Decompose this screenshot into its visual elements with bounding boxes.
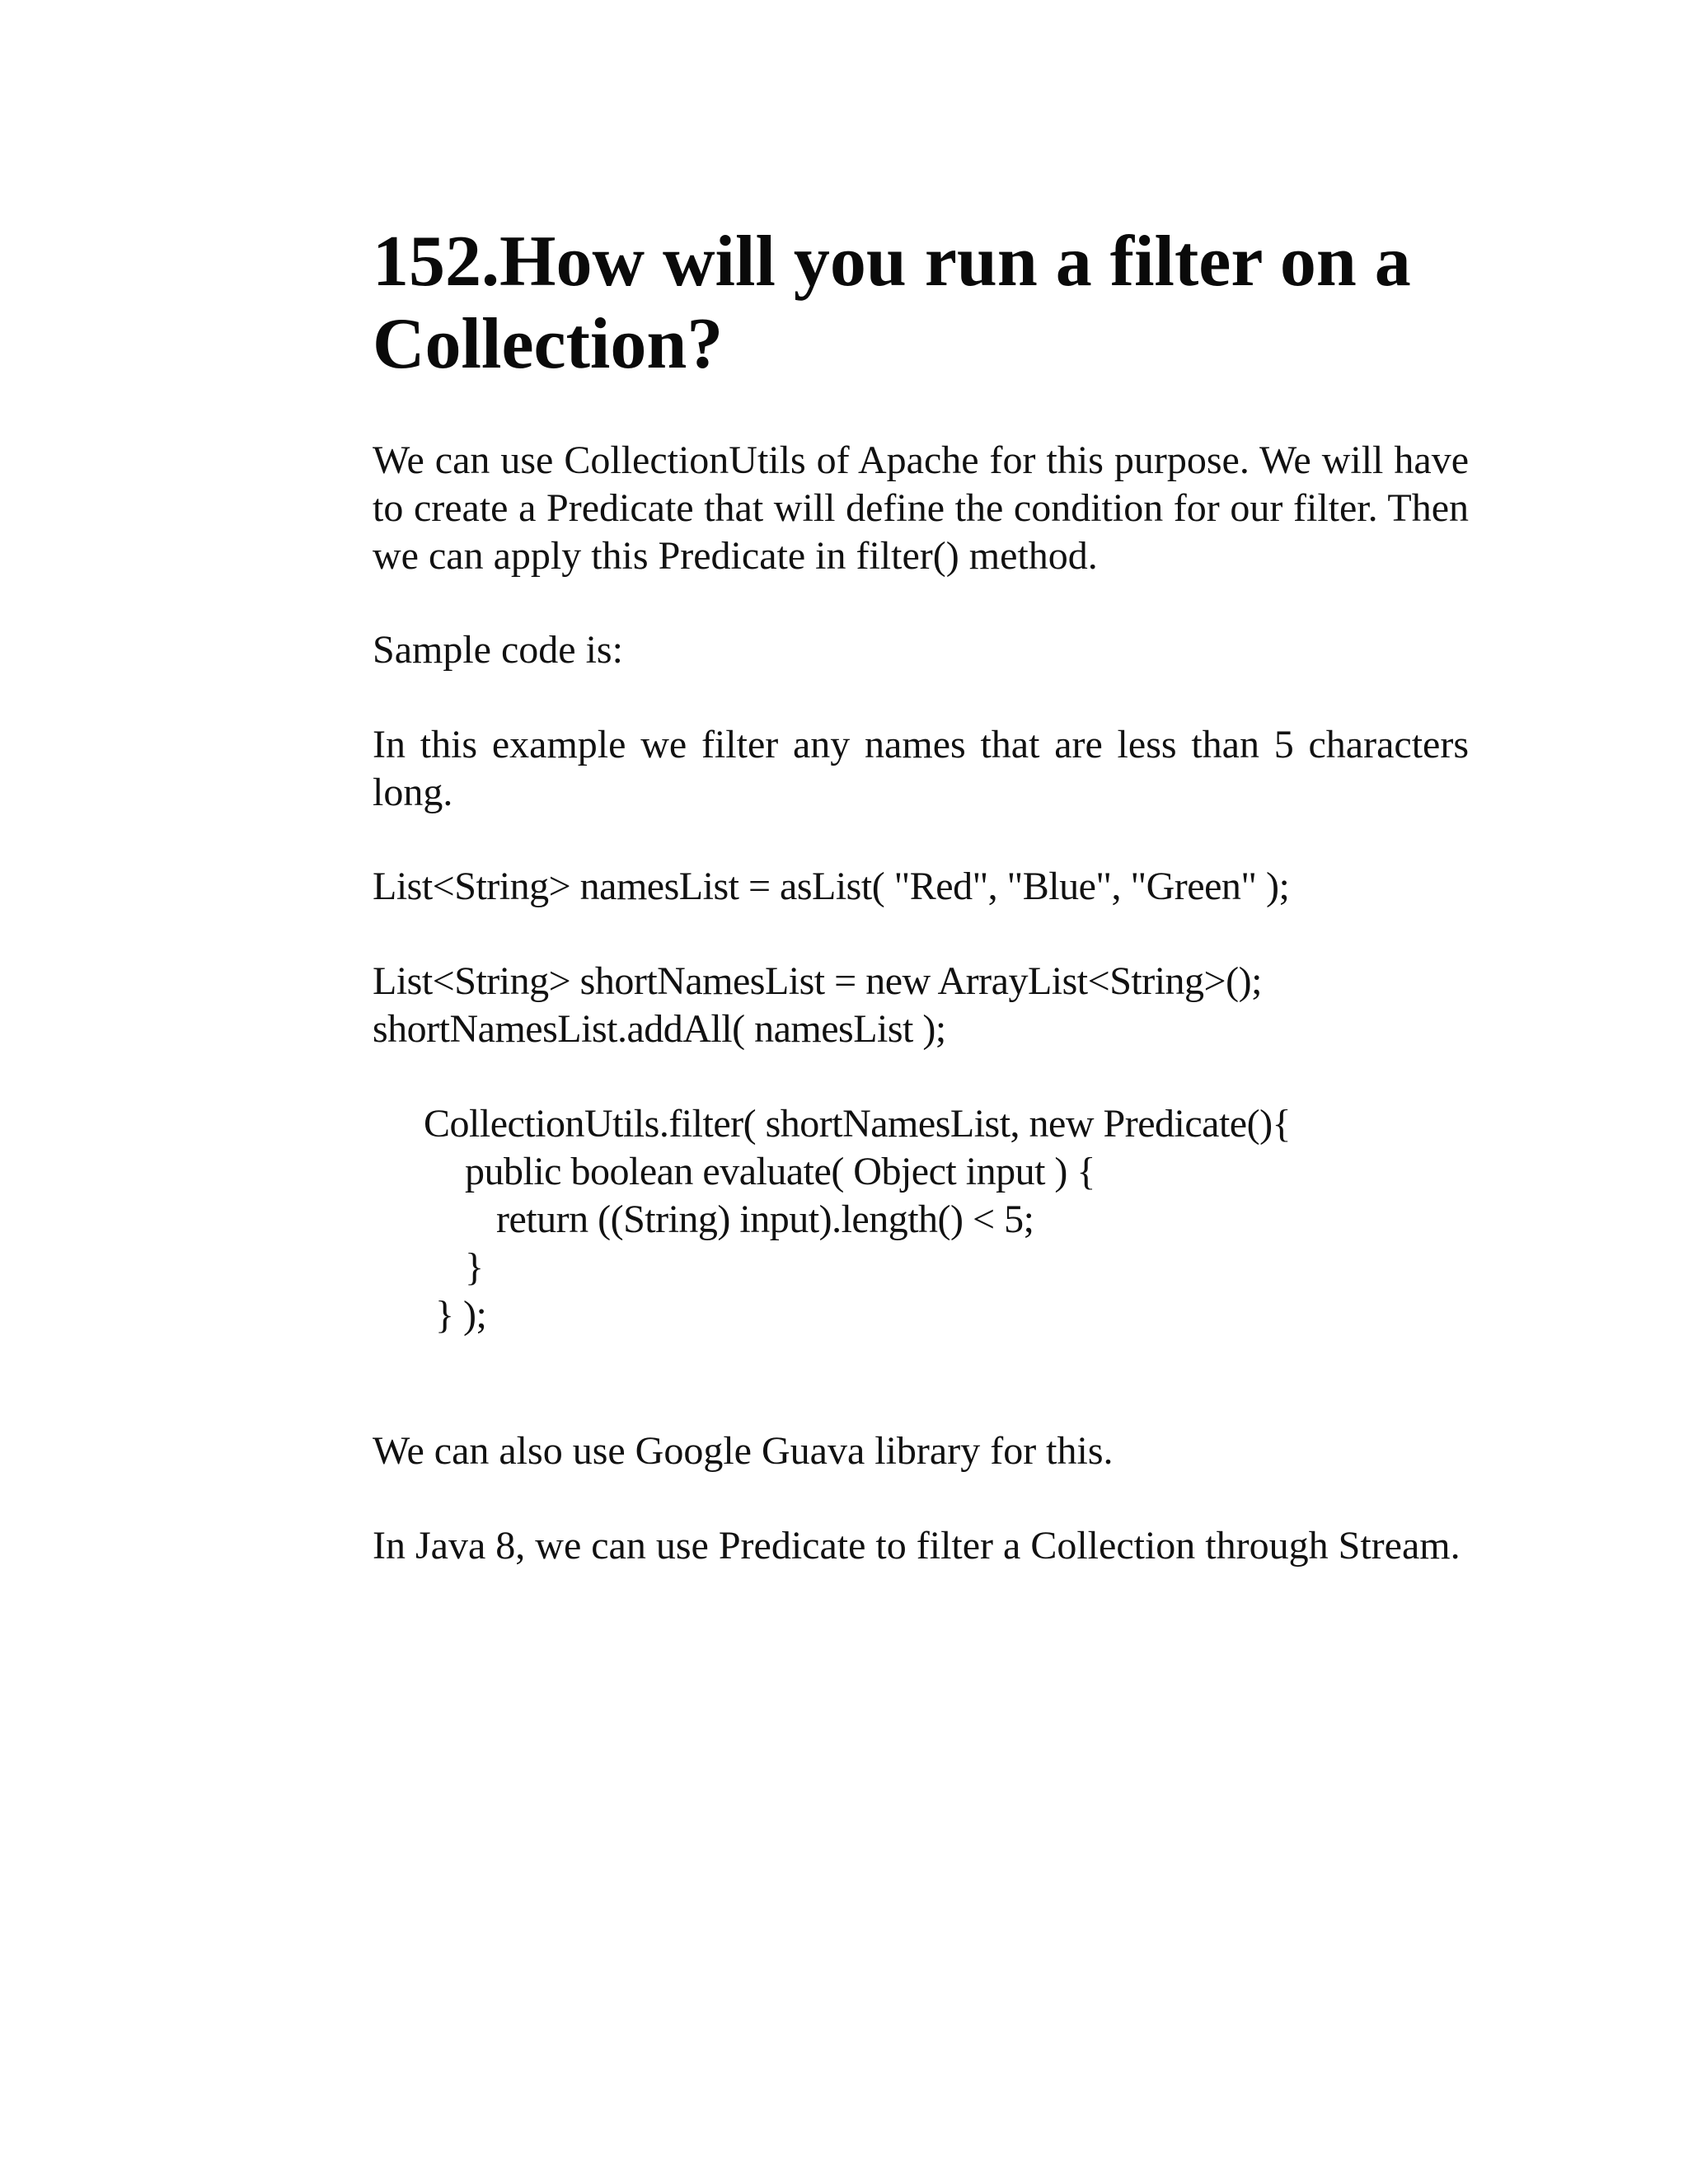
code-line-filter-call: CollectionUtils.filter( shortNamesList, new Predicate(){ bbox=[424, 1102, 1292, 1146]
intro-paragraph: We can use CollectionUtils of Apache for this purpose. We will have to create a Predicate that will define the condition for our filter. Then we can apply this Predicate in filter() method. bbox=[373, 438, 1469, 578]
guava-note: We can also use Google Guava library for this. bbox=[373, 1429, 1114, 1473]
sample-code-label: Sample code is: bbox=[373, 628, 623, 672]
example-description: In this example we filter any names that are less than 5 characters long. bbox=[373, 723, 1469, 814]
question-title: How will you run a filter on a Collection? bbox=[373, 222, 1411, 384]
question-number: 152. bbox=[373, 222, 499, 302]
java8-note: In Java 8, we can use Predicate to filter a Collection through Stream. bbox=[373, 1524, 1461, 1568]
code-line-close-method: } bbox=[465, 1245, 484, 1289]
code-line-names-list: List<String> namesList = asList( "Red", "Blue", "Green" ); bbox=[373, 865, 1290, 908]
code-line-short-names-list: List<String> shortNamesList = new ArrayList<String>(); bbox=[373, 959, 1262, 1003]
code-line-close-filter: } ); bbox=[435, 1293, 487, 1337]
code-line-return: return ((String) input).length() < 5; bbox=[496, 1197, 1034, 1241]
document-page bbox=[373, 0, 1469, 2184]
question-heading bbox=[373, 221, 1469, 386]
code-line-add-all: shortNamesList.addAll( namesList ); bbox=[373, 1007, 946, 1051]
code-line-evaluate-signature: public boolean evaluate( Object input ) { bbox=[465, 1150, 1095, 1193]
